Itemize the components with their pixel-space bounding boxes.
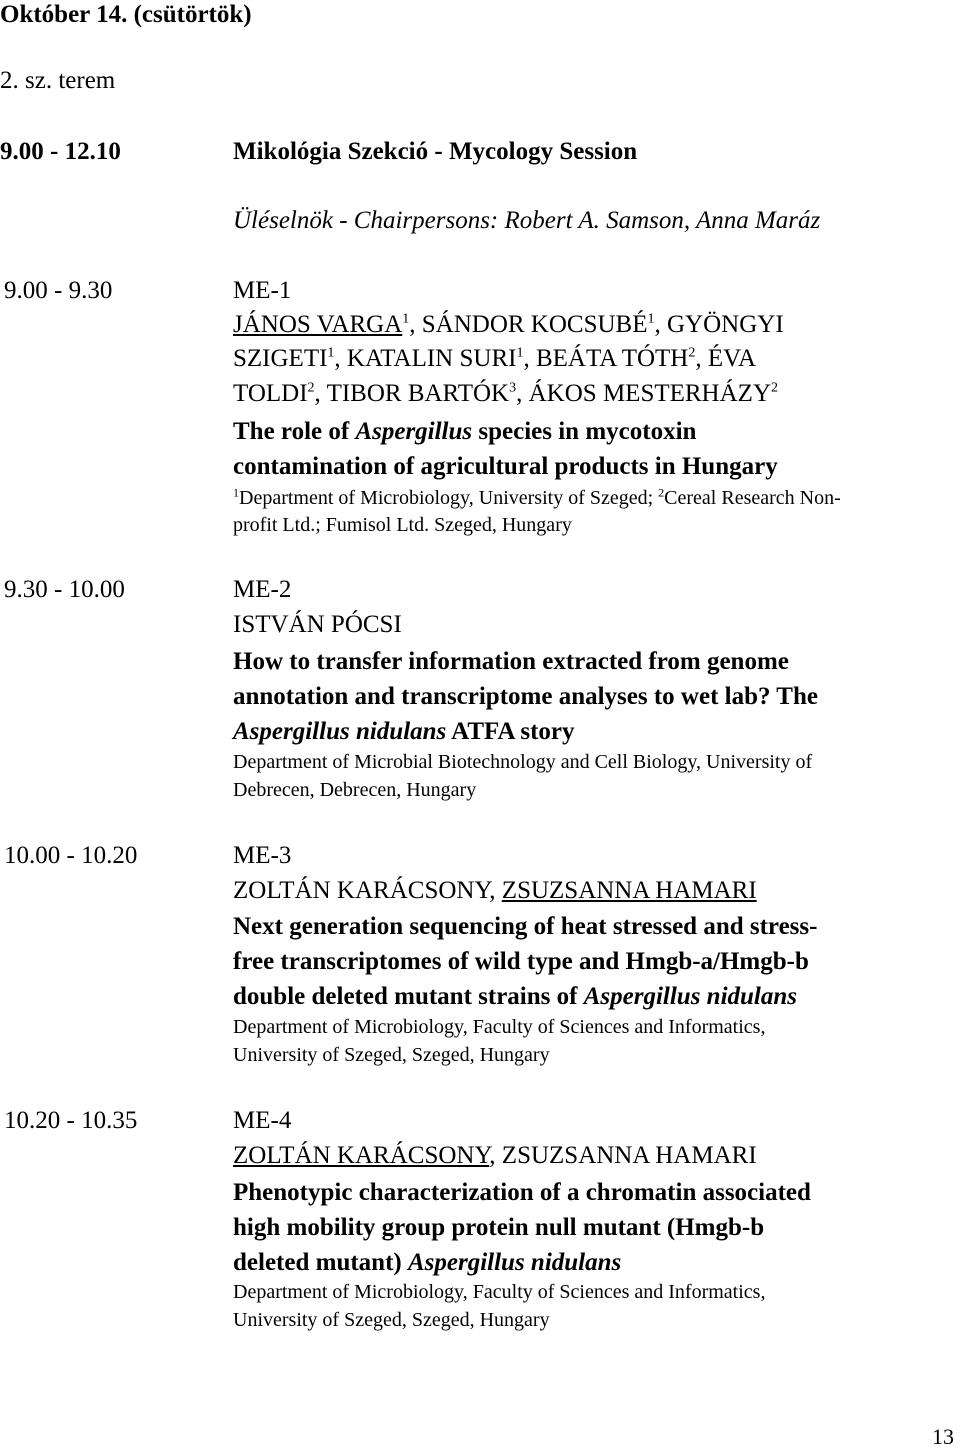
session-time: 9.00 - 12.10 <box>0 138 121 165</box>
talk-title-line: annotation and transcriptome analyses to wet lab? The <box>233 683 818 710</box>
page-number: 13 <box>932 1424 954 1449</box>
talk-authors-line: ISTVÁN PÓCSI <box>233 611 402 638</box>
room-heading: 2. sz. terem <box>0 67 116 94</box>
day-heading: Október 14. (csütörtök) <box>0 1 252 28</box>
talk-affiliation-line: $^1$Department of Microbiology, University of Szeged; $^2$Cereal Research Non- <box>233 485 841 509</box>
talk-title-line: Aspergillus nidulans ATFA story <box>233 718 575 745</box>
talk-affiliation-line: Department of Microbiology, Faculty of Sciences and Informatics, <box>233 1016 766 1038</box>
talk-time: 9.00 - 9.30 <box>4 277 113 304</box>
talk-time: 10.20 - 10.35 <box>4 1107 138 1134</box>
talk-time: 10.00 - 10.20 <box>4 842 138 869</box>
talk-affiliation-line: Department of Microbiology, Faculty of Sciences and Informatics, <box>233 1281 766 1303</box>
talk-code: ME-4 <box>233 1107 292 1134</box>
talk-title-line: high mobility group protein null mutant (Hmgb-b <box>233 1214 765 1241</box>
talk-affiliation-line: University of Szeged, Szeged, Hungary <box>233 1309 550 1331</box>
talk-authors-line: TOLDI$^2$, TIBOR BARTÓK$^3$, ÁKOS MESTERHÁZY$^2$ <box>233 380 778 407</box>
talk-affiliation-line: Debrecen, Debrecen, Hungary <box>233 779 477 801</box>
talk-title-line: How to transfer information extracted from genome <box>233 648 789 675</box>
talk-title-line: Phenotypic characterization of a chromatin associated <box>233 1179 811 1206</box>
talk-authors-line: SZIGETI$^1$, KATALIN SURI$^1$, BEÁTA TÓTH$^2$, ÉVA <box>233 345 757 372</box>
talk-affiliation-line: profit Ltd.; Fumisol Ltd. Szeged, Hungary <box>233 514 572 536</box>
talk-title-line: contamination of agricultural products in Hungary <box>233 453 778 480</box>
talk-code: ME-2 <box>233 576 292 603</box>
talk-authors-line: JÁNOS VARGA$^1$, SÁNDOR KOCSUBÉ$^1$, GYÖNGYI <box>233 311 784 338</box>
talk-authors-line: ZOLTÁN KARÁCSONY, ZSUZSANNA HAMARI <box>233 1142 757 1169</box>
talk-title-line: Next generation sequencing of heat stressed and stress- <box>233 913 818 940</box>
session-title: Mikológia Szekció - Mycology Session <box>233 138 638 165</box>
talk-title-line: The role of Aspergillus species in mycotoxin <box>233 418 697 445</box>
talk-title-line: deleted mutant) Aspergillus nidulans <box>233 1249 622 1276</box>
chairpersons: Üléselnök - Chairpersons: Robert A. Samson, Anna Maráz <box>233 207 821 234</box>
talk-title-line: free transcriptomes of wild type and Hmgb-a/Hmgb-b <box>233 948 809 975</box>
talk-time: 9.30 - 10.00 <box>4 576 125 603</box>
talk-title-line: double deleted mutant strains of Aspergillus nidulans <box>233 983 797 1010</box>
talk-affiliation-line: Department of Microbial Biotechnology and Cell Biology, University of <box>233 751 813 773</box>
talk-affiliation-line: University of Szeged, Szeged, Hungary <box>233 1044 550 1066</box>
talk-authors-line: ZOLTÁN KARÁCSONY, ZSUZSANNA HAMARI <box>233 877 757 904</box>
talk-code: ME-3 <box>233 842 292 869</box>
talk-code: ME-1 <box>233 277 292 304</box>
